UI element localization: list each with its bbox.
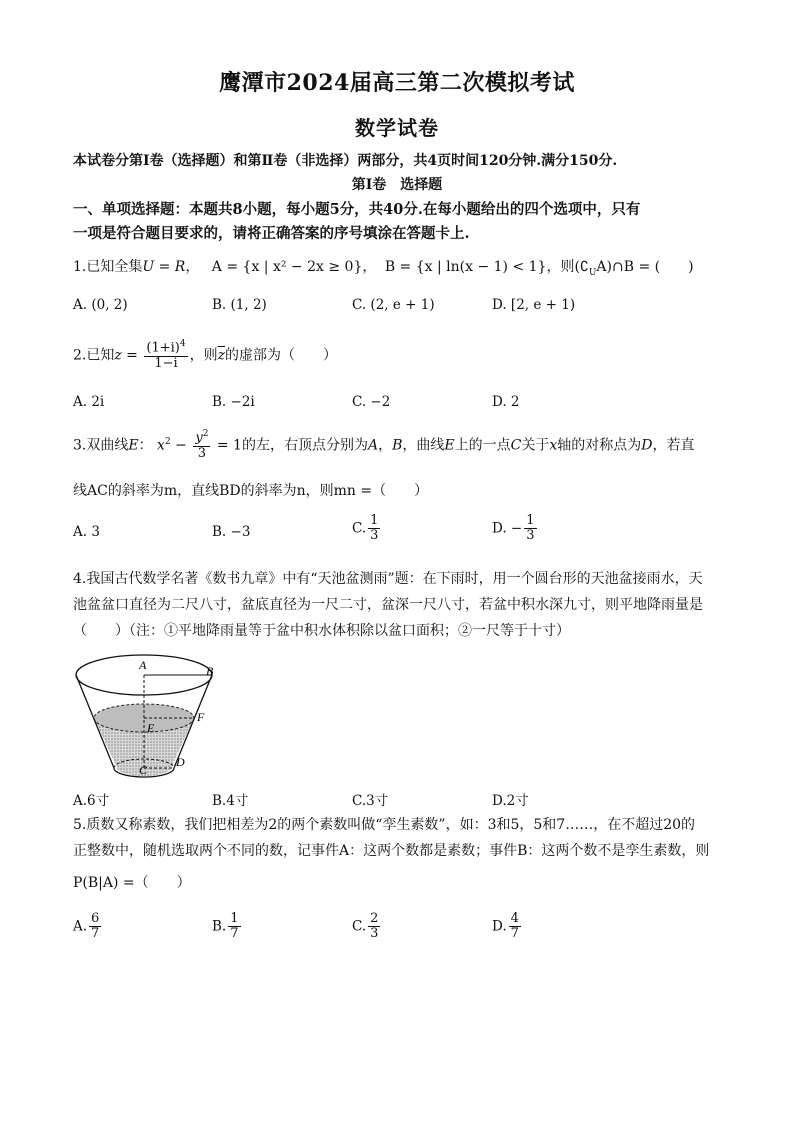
q2-option-c[interactable]: C. −2 <box>352 394 391 410</box>
q5-opta-frac <box>89 912 101 942</box>
q1-sep2: ， <box>362 259 377 275</box>
q2-option-d[interactable]: D. 2 <box>492 394 520 410</box>
q2-fraction <box>144 340 187 371</box>
q3-option-a[interactable]: A. 3 <box>73 524 100 540</box>
q1-option-d[interactable]: D. [2, e + 1) <box>492 297 576 313</box>
q1-ask: ，则(∁ <box>546 259 589 275</box>
q3-e: E <box>128 437 139 454</box>
section1-heading-line1: 一、单项选择题：本题共8小题，每小题5分，共40分.在每小题给出的四个选项中，只有 <box>73 201 641 218</box>
q3-rest1: ，曲线 <box>402 437 445 454</box>
section1-heading-line2: 一项是符合题目要求的，请将正确答案的序号填涂在答题卡上. <box>73 225 470 242</box>
q2-num-exp: 4 <box>179 339 186 349</box>
label-c: C <box>139 763 148 777</box>
q4-option-b[interactable]: B.4寸 <box>212 793 249 809</box>
q5-optc-frac <box>368 912 380 942</box>
q5-optd-den: 7 <box>510 926 519 942</box>
q3-x-axis: x <box>549 437 558 454</box>
q3-option-b[interactable]: B. −3 <box>212 524 251 540</box>
q3-optc-prefix: C. <box>352 520 367 537</box>
q3-rest2: 上的一点 <box>454 437 511 454</box>
q3-eq: = 1的左，右顶点分别为 <box>212 437 368 454</box>
q3-point-d: D <box>641 437 653 454</box>
q1-option-a[interactable]: A. (0, 2) <box>73 297 128 313</box>
q2-stem-mid: ，则 <box>189 347 218 364</box>
frustum-basin-figure <box>72 648 222 783</box>
q1-sub-u: U <box>588 267 597 278</box>
question-4-line1: 4.我国古代数学名著《数书九章》中有“天池盆测雨”题：在下雨时，用一个圆台形的天池盆接雨水，天 <box>73 571 703 587</box>
question-1-stem <box>73 256 694 278</box>
q5-option-d[interactable] <box>492 912 523 942</box>
exam-subtitle: 数学试卷 <box>355 116 439 140</box>
q5-optb-num: 1 <box>230 911 239 926</box>
q5-optc-prefix: C. <box>352 918 367 935</box>
q2-num-base: (1+i) <box>146 340 180 356</box>
q3-optc-frac <box>368 514 380 544</box>
q1-ask-2: A)∩B = ( ) <box>596 259 694 275</box>
q3-prefix: 3.双曲线 <box>73 437 129 454</box>
label-b: B <box>206 664 214 678</box>
q3-minus: − <box>170 437 192 454</box>
q5-option-a[interactable] <box>73 912 103 942</box>
q2-option-b[interactable]: B. −2i <box>212 394 255 410</box>
q3-optd-prefix: D. − <box>492 520 523 537</box>
q4-option-a[interactable]: A.6寸 <box>73 793 110 809</box>
q3-point-c: C <box>510 437 522 454</box>
q3-rest4: 轴的对称点为 <box>557 437 642 454</box>
q3-rest5: ，若直 <box>652 437 695 454</box>
q2-z: z = <box>114 347 138 364</box>
q5-optd-num: 4 <box>510 911 519 926</box>
q2-zbar: $\overline{z}$ <box>217 347 225 364</box>
q2-frac-num <box>144 340 187 357</box>
label-a: A <box>139 658 147 672</box>
q3-x-exp: 2 <box>164 436 171 447</box>
q3-point-a: A <box>367 437 379 454</box>
q3-point-b: B <box>392 437 403 454</box>
q5-optb-den: 7 <box>230 926 239 942</box>
exam-intro: 本试卷分第Ⅰ卷（选择题）和第Ⅱ卷（非选择）两部分，共4页时间120分钟.满分150分. <box>73 153 618 169</box>
question-3-line2: 线AC的斜率为m，直线BD的斜率为n，则mn =（ ） <box>73 483 429 499</box>
q4-option-c[interactable]: C.3寸 <box>352 793 389 809</box>
q3-optc-num: 1 <box>370 513 379 528</box>
q3-optd-num: 1 <box>526 513 535 528</box>
exam-title: 鹰潭市2024届高三第二次模拟考试 <box>219 70 575 96</box>
q5-optc-num: 2 <box>370 911 379 926</box>
q5-opta-den: 7 <box>91 926 100 942</box>
q5-optb-frac <box>228 912 240 942</box>
q1-universal-set: U = R <box>142 259 186 275</box>
q3-frac-num <box>193 430 210 447</box>
q3-y-exp: 2 <box>202 429 209 439</box>
q1-sep: ， <box>185 259 200 275</box>
q4-option-d[interactable]: D.2寸 <box>492 793 529 809</box>
q1-option-b[interactable]: B. (1, 2) <box>212 297 267 313</box>
q3-rest3: 关于 <box>521 437 550 454</box>
q1-set-b: B = {x | ln(x − 1) < 1} <box>384 259 547 275</box>
q5-opta-num: 6 <box>91 911 100 926</box>
q3-optd-frac <box>524 514 536 544</box>
q3-optc-den: 3 <box>370 528 379 544</box>
q5-optd-frac <box>509 912 521 942</box>
q2-stem-end: 的虚部为（ ） <box>224 347 337 364</box>
q3-comma: ， <box>378 437 393 454</box>
question-5-line2: 正整数中，随机选取两个不同的数，记事件A：这两个数都是素数；事件B：这两个数不是孪生素数，则 <box>73 843 710 859</box>
q3-x: x <box>157 437 165 454</box>
q3-frac-den: 3 <box>197 445 207 461</box>
q2-option-a[interactable]: A. 2i <box>73 394 105 410</box>
question-4-line2: 池盆盆口直径为二尺八寸，盆底直径为一尺二寸，盆深一尺八寸，若盆中积水深九寸，则平地降雨量是 <box>73 597 703 613</box>
q2-frac-den: 1−i <box>154 355 178 371</box>
question-5-line3: P(B|A) =（ ） <box>73 875 191 891</box>
q5-optb-prefix: B. <box>212 918 227 935</box>
q3-point-e: E <box>444 437 455 454</box>
q2-stem-prefix: 2.已知 <box>73 347 115 364</box>
q5-option-c[interactable] <box>352 912 382 942</box>
question-2-stem <box>73 340 337 371</box>
q5-option-b[interactable] <box>212 912 243 942</box>
q3-y: y <box>195 430 203 446</box>
q3-option-c[interactable] <box>352 514 382 544</box>
q3-colon: ： <box>138 437 153 454</box>
q1-option-c[interactable]: C. (2, e + 1) <box>352 297 435 313</box>
q1-stem-prefix: 1.已知全集 <box>73 259 143 275</box>
q3-optd-den: 3 <box>526 528 535 544</box>
q5-opta-prefix: A. <box>73 918 88 935</box>
question-5-line1: 5.质数又称素数，我们把相差为2的两个素数叫做“孪生素数”，如：3和5，5和7……，在不超过20的 <box>73 817 696 833</box>
q1-set-a: A = {x | x² − 2x ≥ 0} <box>211 259 363 275</box>
q5-optc-den: 3 <box>370 926 379 942</box>
part-title: 第Ⅰ卷 选择题 <box>351 177 443 193</box>
q3-fraction <box>193 430 210 461</box>
label-e: E <box>147 721 155 735</box>
q5-optd-prefix: D. <box>492 918 507 935</box>
label-f: F <box>197 710 205 724</box>
label-d: D <box>176 755 185 769</box>
question-4-line3: （ ）（注：①平地降雨量等于盆中积水体积除以盆口面积；②一尺等于十寸） <box>73 623 570 639</box>
q3-option-d[interactable] <box>492 514 539 544</box>
question-3-line1 <box>73 430 694 461</box>
